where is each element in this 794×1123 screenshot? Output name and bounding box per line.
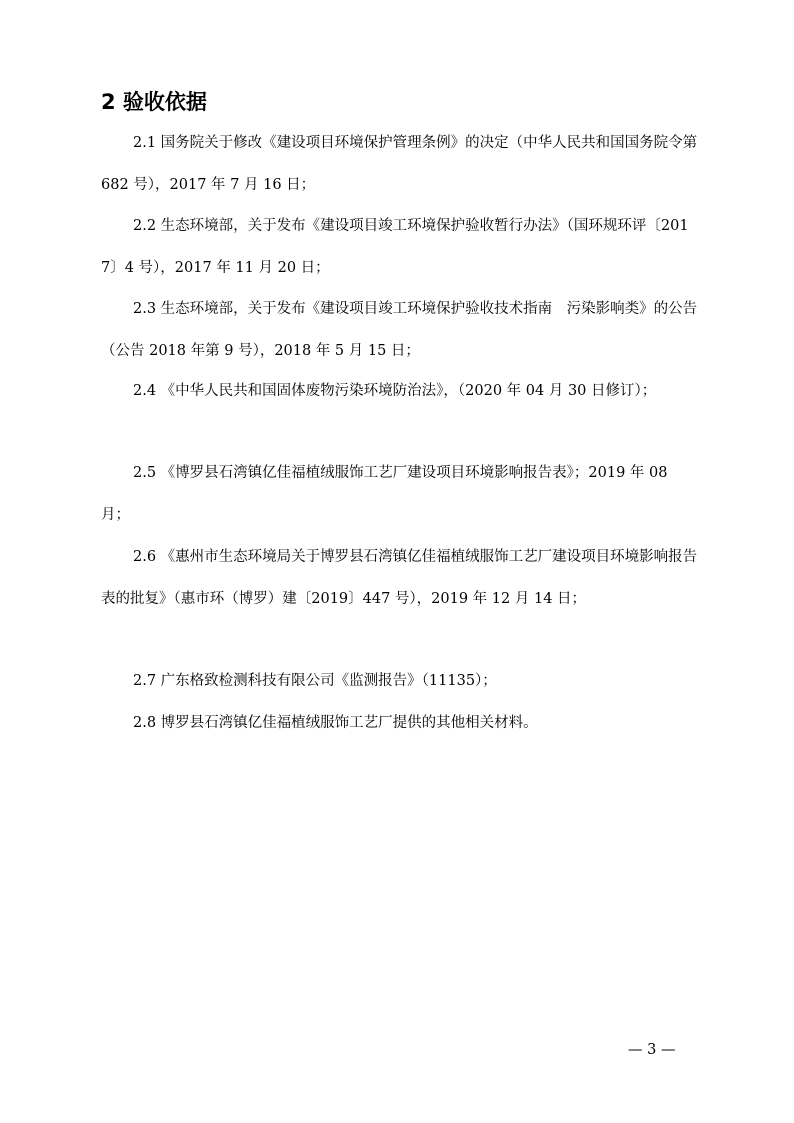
basis-item-2-6: 2.6 《惠州市生态环境局关于博罗县石湾镇亿佳福植绒服饰工艺厂建设项目环境影响报告表的批复》（惠市环（博罗）建〔2019〕447 号），2019 年 12 月 14 日； [101, 549, 698, 607]
basis-item-2-3: 2.3 生态环境部，关于发布《建设项目竣工环境保护验收技术指南 污染影响类》的公告（公告 2018 年第 9 号），2018 年 5 月 15 日； [101, 301, 698, 359]
page-number: — 3 — [628, 1042, 676, 1058]
basis-item-2-7: 2.7 广东格致检测科技有限公司《监测报告》（11135）； [133, 673, 497, 689]
basis-item-2-5: 2.5 《博罗县石湾镇亿佳福植绒服饰工艺厂建设项目环境影响报告表》；2019 年 08 月； [101, 465, 668, 523]
section-heading: 2 验收依据 [101, 90, 207, 114]
basis-item-2-4: 2.4 《中华人民共和国固体废物污染环境防治法》，（2020 年 04 月 30 日修订）； [133, 383, 657, 399]
basis-item-2-1: 2.1 国务院关于修改《建设项目环境保护管理条例》的决定（中华人民共和国国务院令第 682 号），2017 年 7 月 16 日； [101, 135, 698, 193]
basis-item-2-8: 2.8 博罗县石湾镇亿佳福植绒服饰工艺厂提供的其他相关材料。 [133, 715, 538, 731]
basis-item-2-2: 2.2 生态环境部，关于发布《建设项目竣工环境保护验收暂行办法》（国环规环评〔2017〕4 号），2017 年 11 月 20 日； [101, 218, 689, 276]
